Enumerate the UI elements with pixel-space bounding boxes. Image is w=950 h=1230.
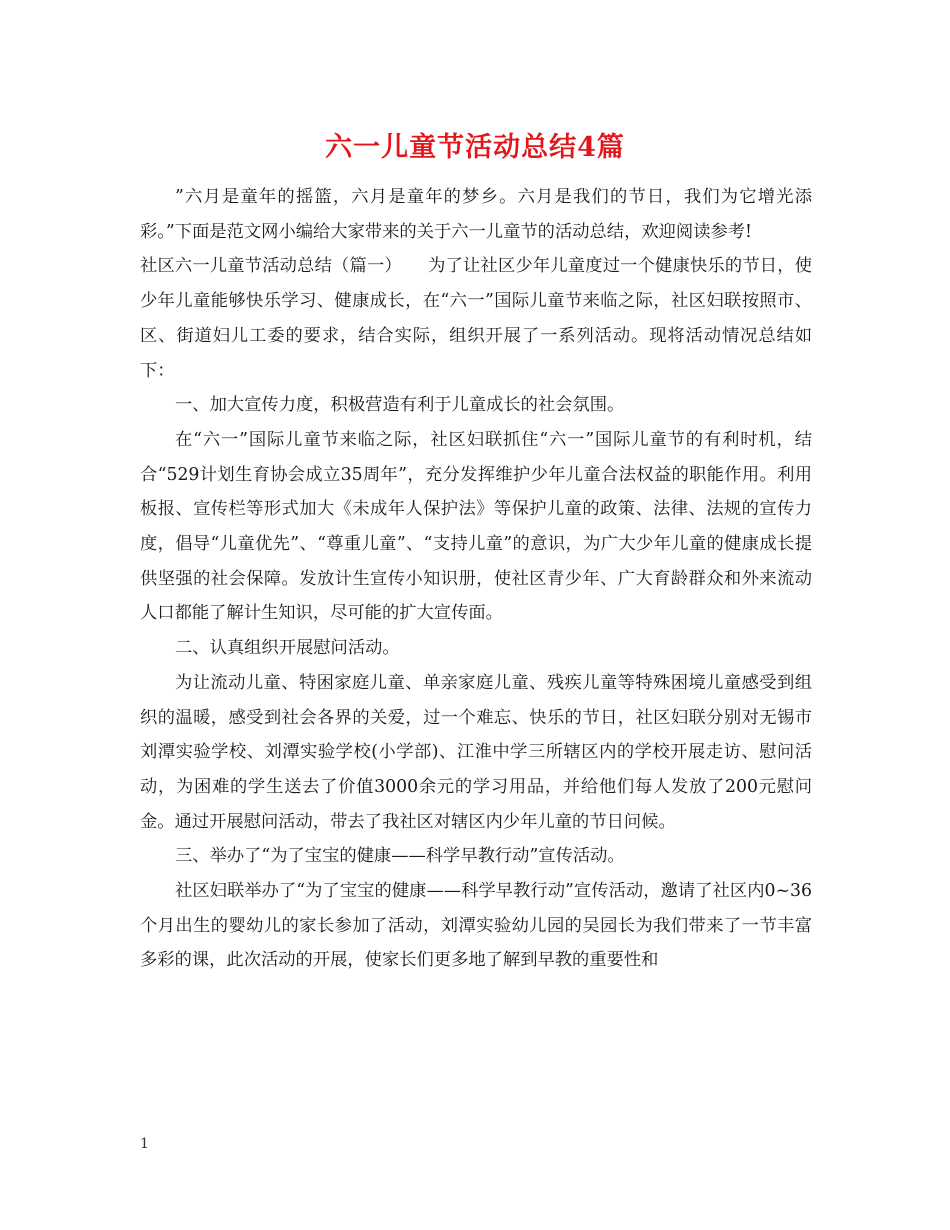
document-title: 六一儿童节活动总结4篇 xyxy=(325,132,625,163)
section-one-intro-paragraph: 社区六一儿童节活动总结（篇一） 为了让社区少年儿童度过一个健康快乐的节日，使少年儿童能够快乐学习、健康成长，在“六一”国际儿童节来临之际，社区妇联按照市、区、街道妇儿工委的要求，结合实际，组织开展了一系列活动。现将活动情况总结如下： xyxy=(140,256,812,381)
heading-early-education: 三、举办了“为了宝宝的健康——科学早教行动”宣传活动。 xyxy=(175,846,625,867)
visits-paragraph: 为让流动儿童、特困家庭儿童、单亲家庭儿童、残疾儿童等特殊困境儿童感受到组织的温暖，感受到社会各界的关爱，过一个难忘、快乐的节日，社区妇联分别对无锡市刘潭实验学校、刘潭实验学校(小学部)、江淮中学三所辖区内的学校开展走访、慰问活动，为困难的学生送去了价值3000余元的学习用品，并给他们每人发放了200元慰问金。通过开展慰问活动，带去了我社区对辖区内少年儿童的节日问候。 xyxy=(140,672,812,832)
heading-visits: 二、认真组织开展慰问活动。 xyxy=(175,638,400,659)
heading-publicity: 一、加大宣传力度，积极营造有利于儿童成长的社会氛围。 xyxy=(175,395,625,416)
page-number: 1 xyxy=(140,1136,149,1152)
intro-paragraph: ”六月是童年的摇篮，六月是童年的梦乡。六月是我们的节日，我们为它增光添彩。”下面是范文网小编给大家带来的关于六一儿童节的活动总结，欢迎阅读参考! xyxy=(140,187,812,242)
document-body xyxy=(140,180,812,978)
early-education-paragraph: 社区妇联举办了“为了宝宝的健康——科学早教行动”宣传活动，邀请了社区内0~36个月出生的婴幼儿的家长参加了活动，刘潭实验幼儿园的吴园长为我们带来了一节丰富多彩的课，此次活动的开展，使家长们更多地了解到早教的重要性和 xyxy=(140,881,812,971)
publicity-paragraph: 在“六一”国际儿童节来临之际，社区妇联抓住“六一”国际儿童节的有利时机，结合“529计划生育协会成立35周年”，充分发挥维护少年儿童合法权益的职能作用。利用板报、宣传栏等形式加大《未成年人保护法》等保护儿童的政策、法律、法规的宣传力度，倡导“儿童优先”、“尊重儿童”、“支持儿童”的意识，为广大少年儿童的健康成长提供坚强的社会保障。发放计生宣传小知识册，使社区青少年、广大育龄群众和外来流动人口都能了解计生知识，尽可能的扩大宣传面。 xyxy=(140,429,812,624)
